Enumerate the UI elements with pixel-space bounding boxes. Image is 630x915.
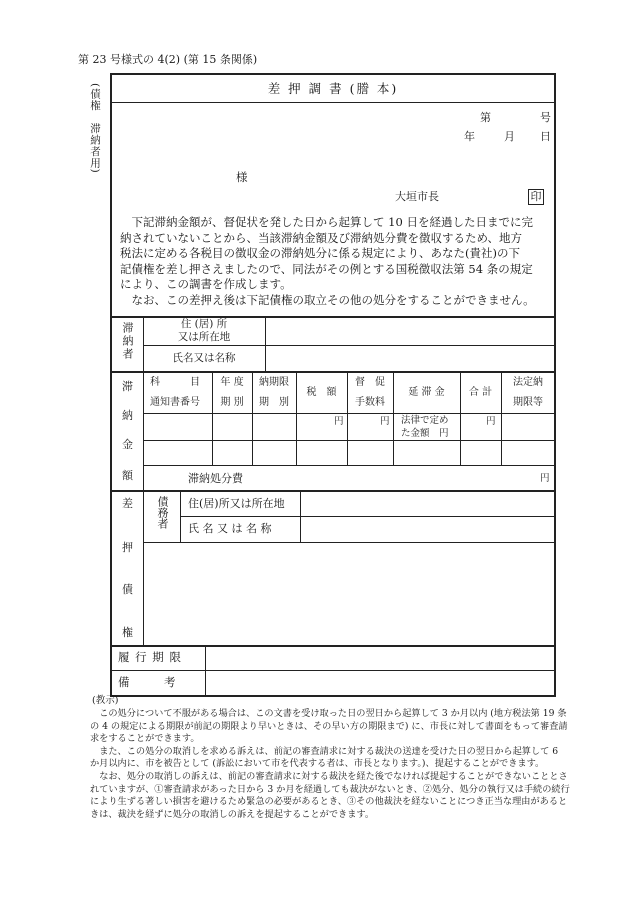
number-dai: 第 [480, 111, 491, 124]
debtor-name-label: 氏 名 又 は 名 称 [188, 522, 272, 535]
number-go: 号 [540, 111, 551, 124]
side-label: (債権 滞納者用) [89, 83, 101, 174]
tokusoku-unit: 円 [380, 416, 390, 427]
entai-note-2: た金額 円 [401, 428, 449, 439]
form-id: 第 23 号様式の 4(2) (第 15 条関係) [78, 53, 258, 66]
col-zeigaku: 税 額 [306, 387, 337, 398]
deadline-label: 履 行 期 限 [118, 650, 182, 664]
date-year: 年 [464, 130, 475, 143]
delinquent-name-label: 氏名又は名称 [172, 352, 236, 364]
debtor-label: 債務者 [156, 496, 169, 529]
col-kamoku-1: 科 目 [150, 377, 200, 388]
seized-label-char-4: 権 [122, 626, 133, 639]
disposal-fee-label: 滞納処分費 [188, 472, 243, 485]
remarks-label: 備 考 [118, 675, 176, 689]
col-nendo-1: 年 度 [220, 377, 244, 388]
date-month: 月 [504, 130, 515, 143]
amount-label-char-2: 納 [122, 409, 133, 422]
col-tokusoku-1: 督 促 [355, 377, 385, 388]
col-nendo-2: 期 別 [220, 397, 244, 408]
amount-label-char-4: 額 [122, 469, 133, 482]
date-day: 日 [540, 130, 551, 143]
delinquent-address-label-2: 又は所在地 [177, 331, 231, 343]
amount-label-char-1: 滞 [122, 380, 133, 393]
zeigaku-unit: 円 [334, 416, 344, 427]
notice-heading: (教示) [92, 695, 119, 706]
col-gokei: 合 計 [468, 387, 493, 398]
col-nouki-2: 期 別 [259, 397, 289, 408]
seized-label-char-2: 押 [122, 541, 133, 554]
col-houtei-2: 期限等 [513, 397, 543, 408]
entai-note-1: 法律で定め [401, 415, 449, 426]
document-title: 差 押 調 書 (謄 本) [267, 81, 399, 96]
seized-label-char-1: 差 [122, 497, 133, 510]
col-tokusoku-2: 手数料 [355, 397, 385, 408]
col-houtei-1: 法定納 [513, 377, 543, 388]
delinquent-address-label-1: 住 (居) 所 [180, 318, 228, 330]
debtor-address-label: 住(居)所又は所在地 [188, 497, 285, 510]
delinquent-label: 滞納者 [121, 322, 134, 361]
seized-label-char-3: 債 [122, 583, 133, 596]
body-text: 下記滞納金額が、督促状を発した日から起算して 10 日を経過した日までに完 納されていないことから、当該滞納金額及び滞納処分費を徴収するため、地方 税法に定める各税目の徴収金の滞納処分に係る規定により、あなた(貴社)の下 記債権を差し押さえましたので、同法がその例とする国税徴収法第 54 条の規定 により、この調書を作成します。 なお、この差押え後は下記債権の取立その他の処分をすることができません。 [120, 215, 535, 307]
col-nouki-1: 納期限 [259, 377, 289, 388]
col-entai: 延 滞 金 [408, 387, 445, 398]
notice-text: この処分について不服がある場合は、この文書を受け取った日の翌日から起算して 3 か月以内 (地方税法第 19 条の 4 の規定による期限が前記の期限より早いときは、その早い方の期限まで) に、市長に対して書面をもって審査請求をすることができます。 また、この処分の取消しを求める訴えは、前記の審査請求に対する裁決の送達を受けた日の翌日から起算して 6 か月以内に、市を被告として (訴訟において市を代表する者は、市長となります。)、提起することができます。 なお、処分の取消しの訴えは、前記の審査請求に対する裁決を経た後でなければ提起することができないこととされていますが、①審査請求があった日から 3 か月を経過しても裁決がないとき、②処分、処分の執行又は手続の続行により生ずる著しい損害を避けるため緊急の必要があるとき、③その他裁決を経ないことにつき正当な理由があるときは、裁決を経ずに処分の取消しの訴えを提起することができます。 [90, 708, 570, 820]
mayor-title: 大垣市長 [395, 190, 439, 203]
disposal-fee-unit: 円 [540, 473, 550, 484]
seal-mark: 印 [528, 189, 544, 205]
amount-label-char-3: 金 [122, 438, 133, 451]
addressee-sama: 様 [236, 170, 248, 184]
col-kamoku-2: 通知書番号 [150, 397, 200, 408]
gokei-unit: 円 [486, 416, 496, 427]
